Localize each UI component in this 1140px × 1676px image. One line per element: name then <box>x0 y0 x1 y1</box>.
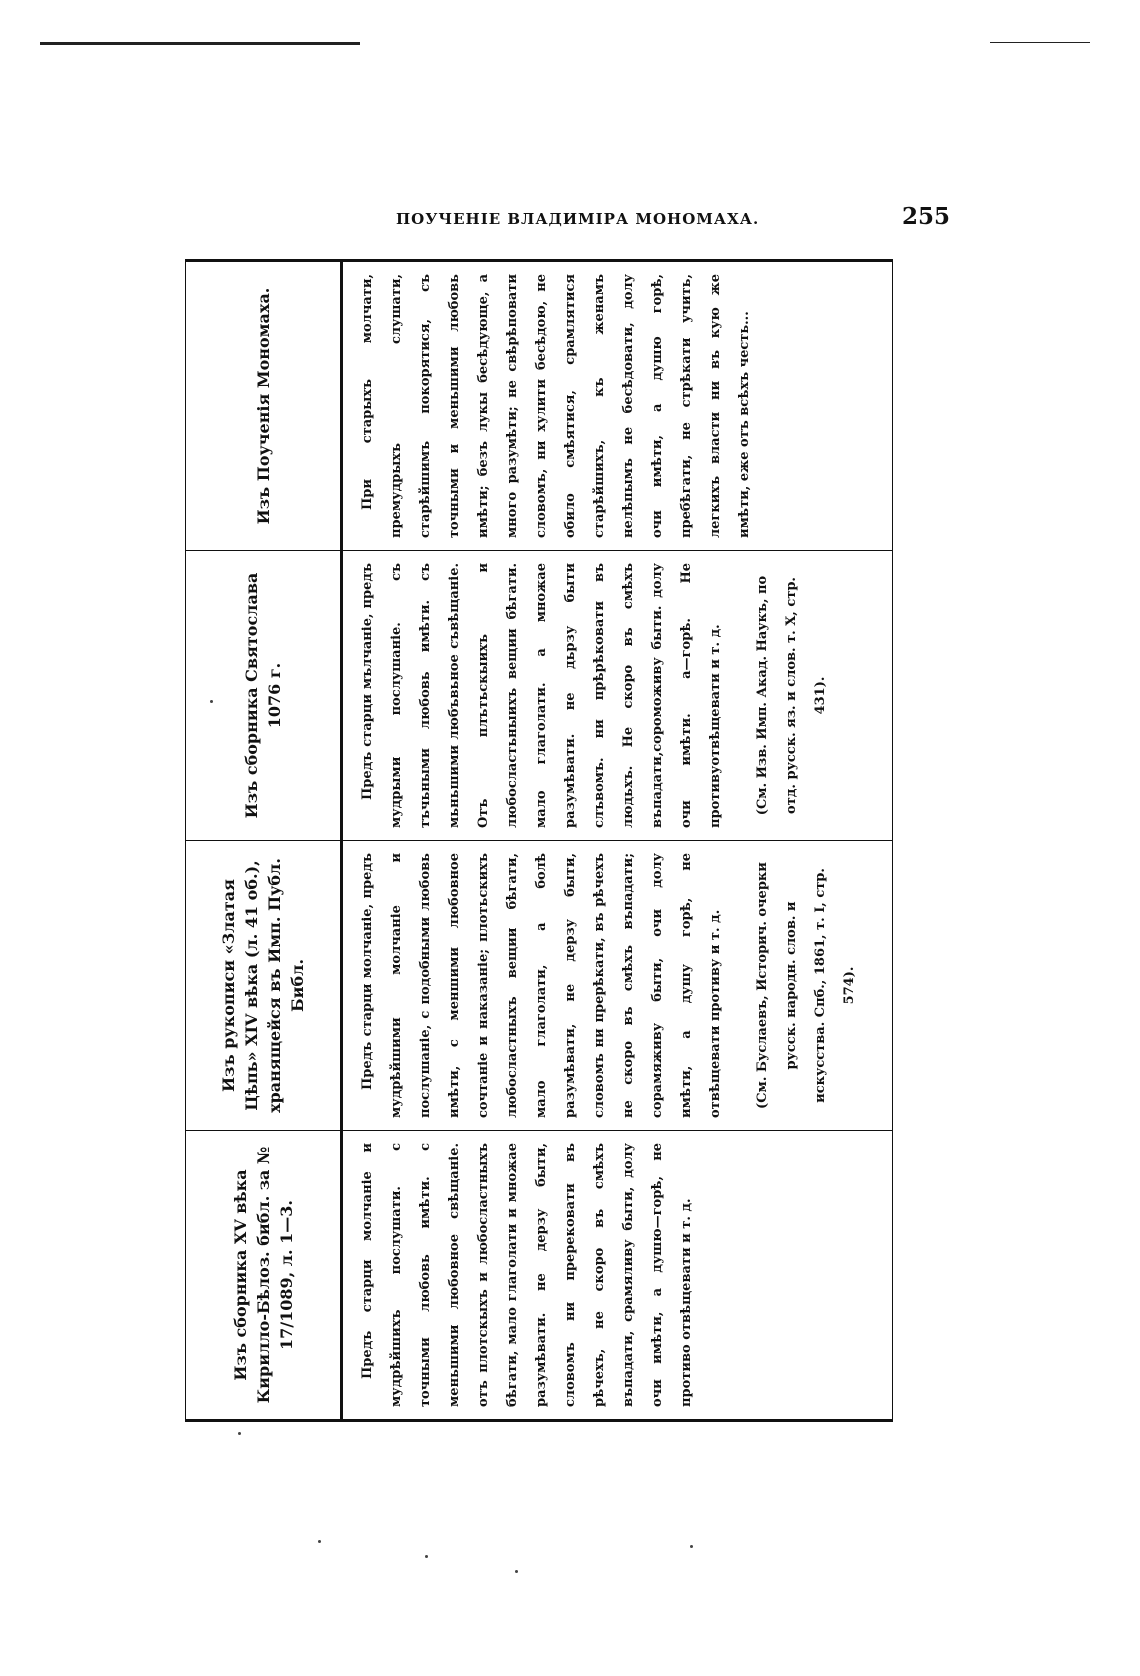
table-body-row <box>342 261 893 1421</box>
column-cell-svyatoslav-1076 <box>342 551 893 841</box>
scan-speck <box>318 1540 321 1543</box>
table-header-row <box>186 261 342 1421</box>
scan-speck <box>690 1545 693 1548</box>
column-source-note: (См. Буслаевъ, Историч. очерки русск. народн. слов. и искусства. Спб., 1861, т. I, стр. 574). <box>755 862 857 1109</box>
column-cell-kirillo-belozersky <box>342 1131 893 1421</box>
parallel-text-table <box>185 259 893 1422</box>
column-heading-monomakh: Изъ Поученія Мономаха. <box>186 261 342 551</box>
scan-speck <box>238 1432 241 1435</box>
column-text: Предъ старци молчаніе, предъ мудрѣйшими молчаніе и послушаніе, с подобными любовь имѣти, с меншими любовное сочтаніе и наказаніе; плотьскихъ любосластныхъ вещии бѣгати, мало глаголати, а болѣ разумѣвати, не дерзу быти, словомъ ни прерѣкати, въ рѣчехъ не скоро въ смѣхъ въпадати; сорамяживу быти, очи долу имѣти, а душу горѣ, не отвѣщевати противу и т. д. <box>360 853 723 1118</box>
rotated-table-wrapper <box>185 262 893 1422</box>
scan-speck <box>425 1555 428 1558</box>
column-cell-zlataya-tsep <box>342 841 893 1131</box>
column-cell-monomakh <box>342 261 893 551</box>
running-title: ПОУЧЕНІЕ ВЛАДИМІРА МОНОМАХА. <box>396 210 760 228</box>
scan-speck <box>210 700 213 703</box>
top-edge-rule <box>40 42 360 45</box>
column-text: Предъ старци мълчаніе, предъ мудрыми послушаніе. съ тъчьными любовь имѣти. съ мьньшими любъвьное съвѣщаніе. Отъ плътьскыихъ и любосластьныихъ вещии бѣгати. мало глаголати. а множае разумѣвати. не дьрзу быти слъвомъ. ни прѣрѣковати въ людьхъ. Не скоро въ смѣхъ въпадати,сороможиву быти. долу очи имѣти. а—горѣ. Не противуотвѣщевати и т. д. <box>360 563 723 828</box>
column-heading-zlataya-tsep: Изъ рукописи «Златая Цѣпь» XIV вѣка (л. 41 об.), хранящейся въ Имп. Публ. Библ. <box>186 841 342 1131</box>
column-heading-svyatoslav-1076: Изъ сборника Святослава 1076 г. <box>186 551 342 841</box>
column-text: Предъ старци молчаніе и мудрѣйшихъ послушати. с точными любовь имѣти. с меньшими любовное свѣщаніе. отъ плотскыхъ и любосластныхъ бѣгати, мало глаголати и множае разумѣвати. не дерзу быти, словомъ ни пререковати въ рѣчехъ, не скоро въ смѣхъ въпадати, срамяливу быти, долу очи имѣти, а душю—горѣ, не противо отвѣщевати и т. д. <box>360 1143 694 1407</box>
column-heading-kirillo-belozersky: Изъ сборника XV вѣка Кирилло-Бѣлоз. библ. за № 17/1089, л. 1—3. <box>186 1131 342 1421</box>
top-edge-rule-right <box>990 42 1090 43</box>
column-text: При старыхъ молчати, премудрыхъ слушати, старѣйшимъ покорятися, съ точными и меньшими любовь имѣти; безъ лукы бесѣдующе, а много разумѣти; не свѣрѣповати словомъ, ни хулити бесѣдою, не обило смѣятися, срамлятися старѣйшихъ, къ женамъ нелѣпымъ не бесѣдовати, долу очи имѣти, а душю горѣ, пребѣгати, не стрѣкати учить, легкихъ власти ни въ кую же имѣти, еже отъ всѣхъ честь... <box>360 274 752 538</box>
column-source-note: (См. Изв. Имп. Акад. Наукъ, по отд. русск. яз. и слов. т. X, стр. 431). <box>755 575 828 816</box>
scan-speck <box>515 1570 518 1573</box>
page-number: 255 <box>902 203 951 230</box>
